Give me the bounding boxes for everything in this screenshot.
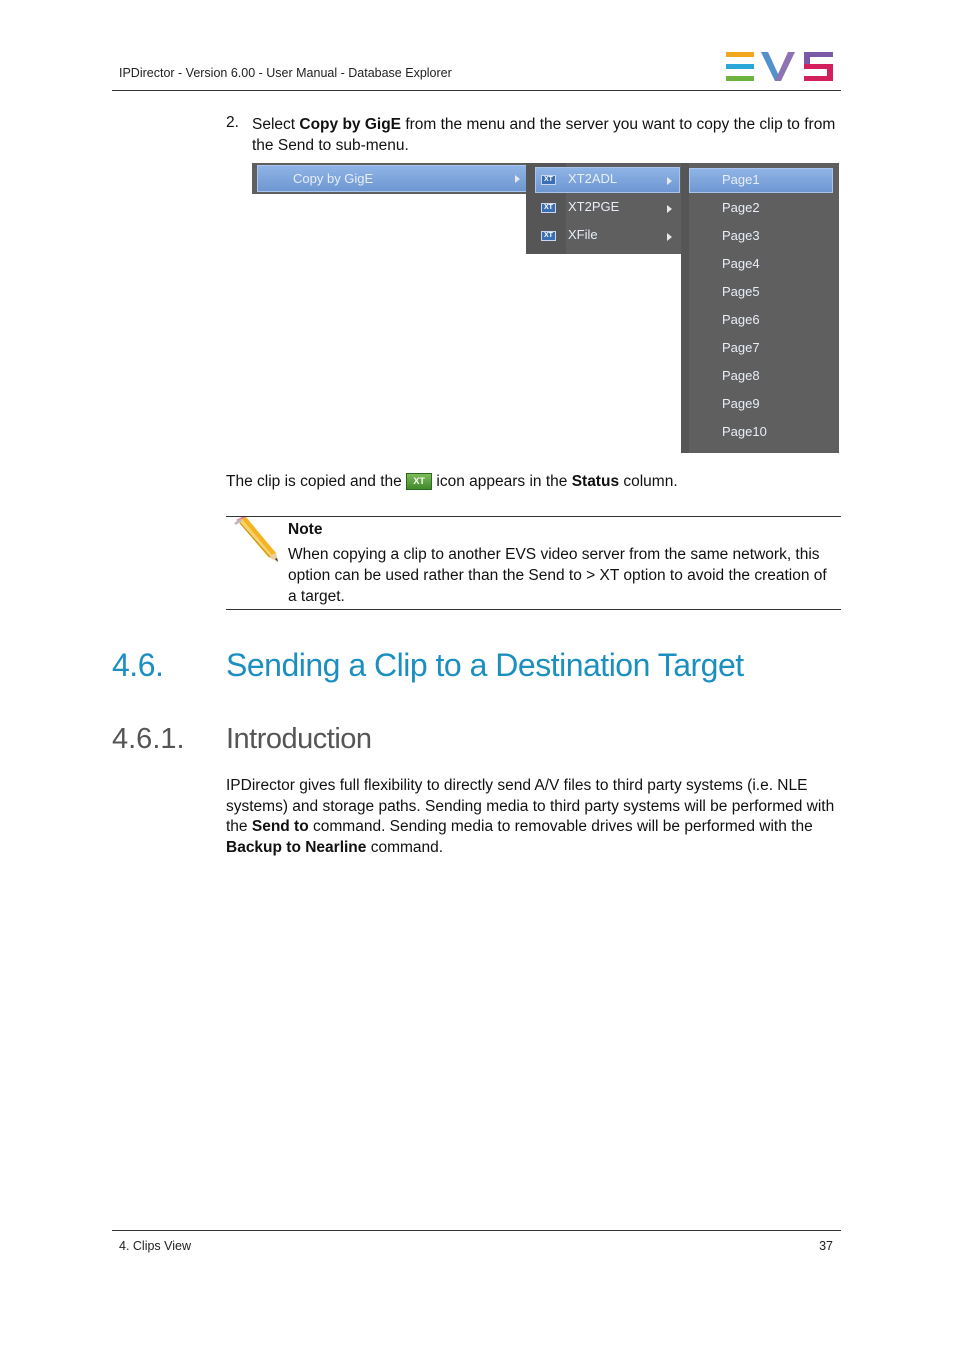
pencil-icon [232, 517, 280, 563]
page-item-label: Page10 [722, 424, 767, 439]
note-top-rule [226, 516, 841, 517]
page-item-label: Page3 [722, 228, 760, 243]
server-item-label: XT2PGE [568, 199, 620, 214]
xt-server-icon: XT [541, 175, 556, 185]
step-bold-term: Copy by GigE [299, 116, 402, 133]
page-item-label: Page1 [722, 172, 760, 187]
menu-item-label: Copy by GigE [293, 171, 374, 186]
page-item-label: Page4 [722, 256, 760, 271]
step-number: 2. [226, 114, 239, 131]
page-item-label: Page7 [722, 340, 760, 355]
note-title: Note [288, 521, 323, 538]
page-item-label: Page8 [722, 368, 760, 383]
page-item-label: Page5 [722, 284, 760, 299]
xt-server-icon: XT [541, 231, 556, 241]
submenu-arrow-icon [667, 233, 672, 241]
page-item-page10[interactable] [681, 415, 839, 443]
server-item-label: XT2ADL [568, 171, 618, 186]
page-item-label: Page6 [722, 312, 760, 327]
send-to-term: Send to [251, 818, 309, 836]
server-item-xfile[interactable] [526, 221, 682, 249]
menu-item-copy-by-gige[interactable] [257, 165, 527, 192]
page-item-page2[interactable] [681, 191, 839, 219]
page-item-page4[interactable] [681, 247, 839, 275]
xt-server-icon: XT [541, 203, 556, 213]
page-item-label: Page9 [722, 396, 760, 411]
section-number: 4.6. [112, 647, 164, 683]
server-item-label: XFile [568, 227, 598, 242]
document-header-title: IPDirector - Version 6.00 - User Manual - Database Explorer [119, 66, 452, 80]
intro-paragraph: IPDirector gives full flexibility to directly send A/V files to third party systems (i.e. NLE systems) and storage paths. Sending media to third party systems will be performed with the Send to command. Sending media to removable drives will be performed with the Backup to Nearline command. [226, 777, 835, 856]
footer-rule [112, 1230, 841, 1231]
context-menu-screenshot [252, 163, 839, 453]
page-item-page6[interactable] [681, 303, 839, 331]
submenu-arrow-icon [667, 177, 672, 185]
server-item-xt2pge[interactable] [526, 193, 682, 221]
submenu-arrow-icon [515, 175, 520, 183]
copied-sentence: The clip is copied and the XT icon appears in the Status column. [226, 473, 678, 490]
subsection-title: Introduction [226, 723, 372, 755]
page-item-page5[interactable] [681, 275, 839, 303]
menu-level-2-servers [526, 163, 682, 254]
xt-status-icon: XT [406, 473, 432, 490]
footer-chapter: 4. Clips View [119, 1239, 192, 1253]
page-number: 37 [819, 1239, 833, 1253]
server-item-xt2adl[interactable] [526, 165, 682, 193]
note-bottom-rule [226, 609, 841, 610]
header-rule [112, 90, 841, 91]
page-item-page3[interactable] [681, 219, 839, 247]
evs-logo [726, 52, 834, 82]
subsection-number: 4.6.1. [112, 723, 185, 755]
note-text: When copying a clip to another EVS video server from the same network, this option can be used rather than the Send to > XT option to avoid the creation of a target. [288, 546, 827, 605]
menu-level-3-pages [681, 163, 839, 453]
status-column-term: Status [571, 473, 620, 490]
step-text: Select Copy by GigE from the menu and the server you want to copy the clip to from the Send to sub-menu. [252, 116, 836, 154]
submenu-arrow-icon [667, 205, 672, 213]
page-item-page8[interactable] [681, 359, 839, 387]
section-title: Sending a Clip to a Destination Target [226, 647, 744, 683]
page-item-label: Page2 [722, 200, 760, 215]
backup-to-nearline-term: Backup to Nearline [226, 838, 367, 856]
page-item-page7[interactable] [681, 331, 839, 359]
menu-level-1 [252, 163, 528, 194]
page-item-page9[interactable] [681, 387, 839, 415]
page-item-page1[interactable] [681, 163, 839, 191]
